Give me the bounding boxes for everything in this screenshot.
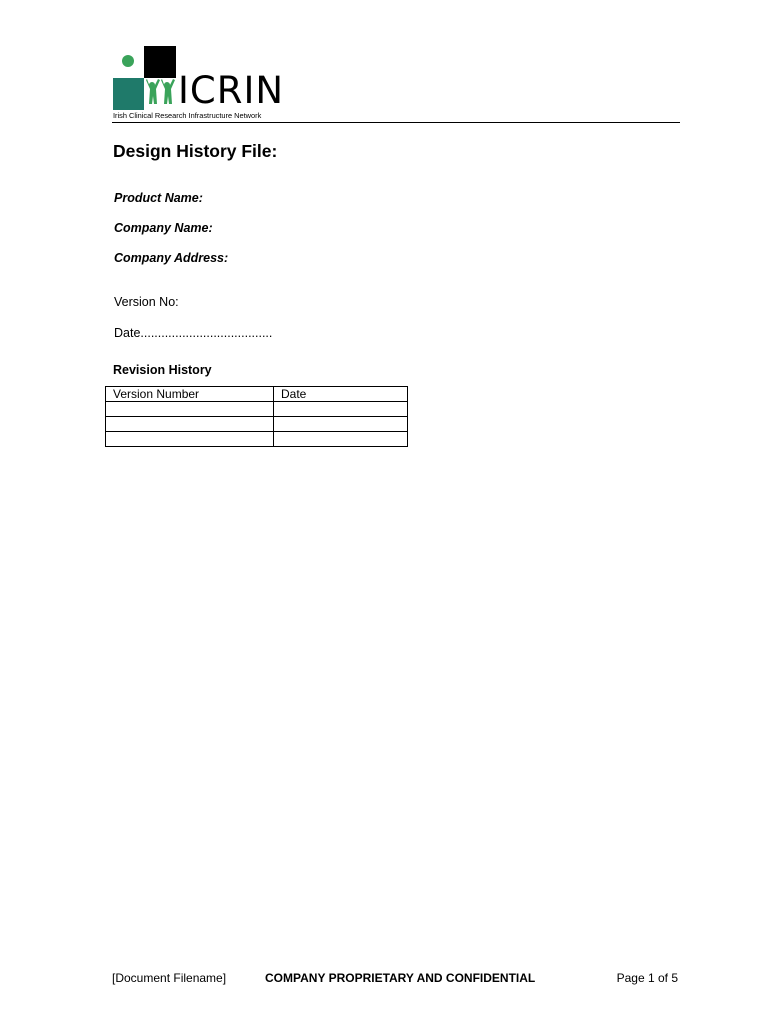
table-header-row	[106, 387, 408, 402]
logo-tagline: Irish Clinical Research Infrastructure Network	[113, 111, 262, 120]
icrin-logo	[112, 44, 302, 124]
table-cell	[274, 432, 408, 447]
table-cell	[106, 432, 274, 447]
table-cell	[106, 402, 274, 417]
page-footer	[112, 971, 680, 987]
version-no-label: Version No:	[114, 295, 179, 309]
header-divider	[112, 122, 680, 123]
document-title: Design History File:	[113, 141, 278, 161]
column-header-version-number: Version Number	[106, 387, 274, 402]
table-row	[106, 417, 408, 432]
table-row	[106, 432, 408, 447]
table-cell	[274, 402, 408, 417]
revision-history-heading: Revision History	[113, 363, 212, 377]
footer-page-number: Page 1 of 5	[616, 971, 678, 985]
table-cell	[274, 417, 408, 432]
company-address-label: Company Address:	[114, 251, 229, 265]
table-cell	[106, 417, 274, 432]
footer-confidentiality: COMPANY PROPRIETARY AND CONFIDENTIAL	[265, 971, 536, 985]
revision-history-table	[105, 386, 408, 447]
product-name-label: Product Name:	[114, 191, 203, 205]
column-header-date: Date	[274, 387, 408, 402]
company-name-label: Company Name:	[114, 221, 213, 235]
date-line: Date......................................	[114, 326, 273, 340]
footer-filename: [Document Filename]	[112, 971, 227, 985]
logo-wordmark: ICRIN	[178, 69, 285, 112]
table-row	[106, 402, 408, 417]
